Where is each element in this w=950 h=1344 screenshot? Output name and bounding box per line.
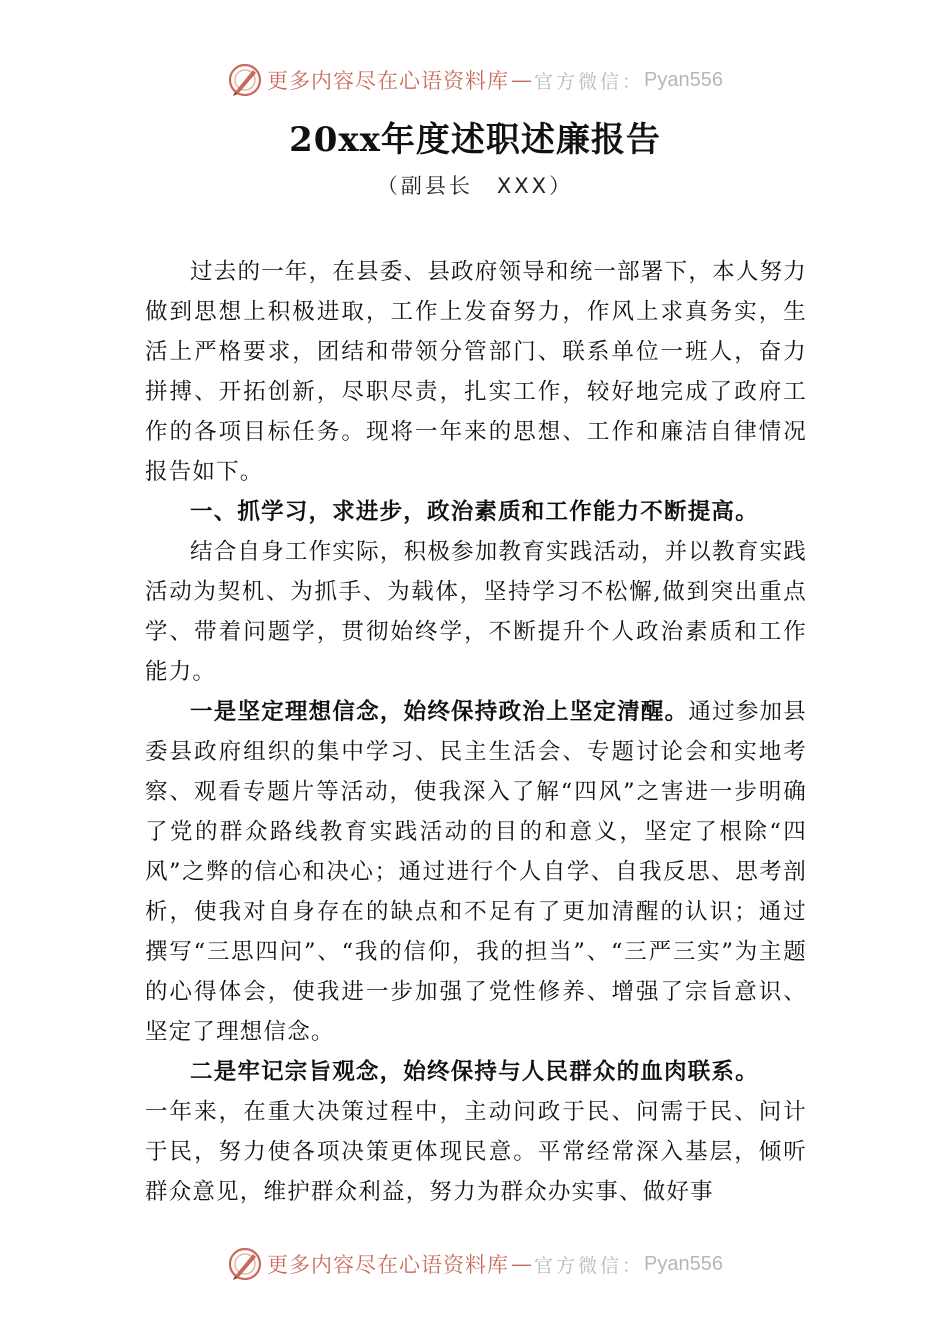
document-title: 20xx年度述职述廉报告 [289, 120, 661, 160]
banner-wechat-id: Pyan556 [644, 68, 723, 91]
banner-wechat-label: 官方微信： [534, 70, 645, 93]
banner-wechat-label: 官方微信： [534, 1254, 645, 1277]
pen-logo-icon [227, 62, 263, 98]
banner-text: 更多内容尽在心语资料库 [267, 1253, 509, 1277]
section1-heading [145, 492, 807, 532]
header-watermark-banner [0, 60, 950, 100]
document-body [145, 252, 807, 1212]
pen-logo-icon [227, 1246, 263, 1282]
banner-wechat-id: Pyan556 [644, 1252, 723, 1275]
document-subtitle: （副县长 XXX） [376, 174, 574, 198]
point1-paragraph [145, 692, 807, 1052]
banner-dash: — [511, 68, 532, 92]
point2-heading-paragraph [145, 1052, 807, 1092]
section1-heading-text: 一、抓学习，求进步，政治素质和工作能力不断提高。 [190, 499, 759, 525]
point1-text: 通过参加县委县政府组织的集中学习、民主生活会、专题讨论会和实地考察、观看专题片等活动，使我深入了解“四风”之害进一步明确了党的群众路线教育实践活动的目的和意义，坚定了根除“四风”之弊的信心和决心；通过进行个人自学、自我反思、思考剖析，使我对自身存在的缺点和不足有了更加清醒的认识；通过撰写“三思四问”、“我的信仰，我的担当”、“三严三实”为主题的心得体会，使我进一步加强了党性修养、增强了宗旨意识、坚定了理想信念。 [145, 699, 807, 1045]
footer-watermark-banner [0, 1244, 950, 1284]
section1-paragraph: 结合自身工作实际，积极参加教育实践活动，并以教育实践活动为契机、为抓手、为载体，坚持学习不松懈,做到突出重点学、带着问题学，贯彻始终学，不断提升个人政治素质和工作能力。 [145, 539, 807, 685]
point2-heading: 二是牢记宗旨观念，始终保持与人民群众的血肉联系。 [190, 1059, 759, 1085]
banner-dash: — [511, 1252, 532, 1276]
banner-text: 更多内容尽在心语资料库 [267, 69, 509, 93]
point2-paragraph: 一年来，在重大决策过程中，主动问政于民、问需于民、问计于民，努力使各项决策更体现民意。平常经常深入基层，倾听群众意见，维护群众利益，努力为群众办实事、做好事 [145, 1099, 807, 1205]
intro-paragraph: 过去的一年，在县委、县政府领导和统一部署下，本人努力做到思想上积极进取，工作上发奋努力，作风上求真务实，生活上严格要求，团结和带领分管部门、联系单位一班人，奋力拼搏、开拓创新，尽职尽责，扎实工作，较好地完成了政府工作的各项目标任务。现将一年来的思想、工作和廉洁自律情况报告如下。 [145, 259, 807, 485]
point1-heading: 一是坚定理想信念，始终保持政治上坚定清醒。 [190, 699, 689, 725]
